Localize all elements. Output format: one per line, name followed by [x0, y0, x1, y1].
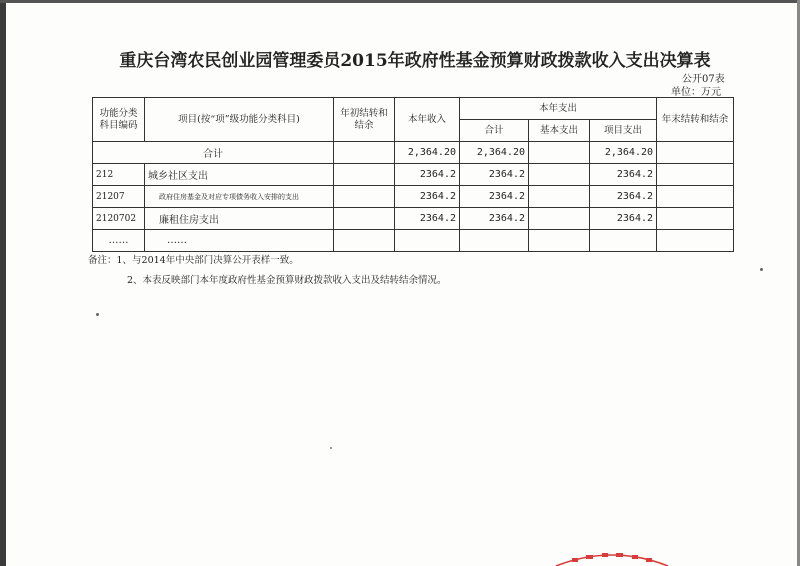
table-row	[93, 208, 734, 230]
row-exp-total: 2364.2	[460, 164, 529, 186]
table-row	[93, 186, 734, 208]
row-code: 2120702	[93, 208, 145, 230]
fund-table	[92, 97, 734, 252]
row-opening	[334, 186, 395, 208]
table-row	[93, 164, 734, 186]
row-exp-total: 2364.2	[460, 186, 529, 208]
official-seal	[552, 548, 672, 566]
row-name: 廉租住房支出	[145, 208, 334, 230]
header-exp-total: 合计	[460, 120, 529, 142]
row-closing	[657, 230, 734, 252]
total-label: 合计	[93, 142, 334, 164]
table-row	[93, 230, 734, 252]
row-code: 21207	[93, 186, 145, 208]
document-title: 重庆台湾农民创业园管理委员2015年政府性基金预算财政拨款收入支出决算表	[119, 51, 711, 71]
scan-speck	[760, 268, 763, 271]
scan-speck	[96, 313, 99, 316]
row-opening	[334, 230, 395, 252]
scan-edge-left	[0, 0, 6, 566]
total-income: 2,364.20	[395, 142, 460, 164]
row-income: 2364.2	[395, 164, 460, 186]
row-exp-basic	[529, 230, 590, 252]
row-exp-project	[590, 230, 657, 252]
total-exp-total: 2,364.20	[460, 142, 529, 164]
total-row	[93, 142, 734, 164]
row-exp-basic	[529, 164, 590, 186]
total-opening	[334, 142, 395, 164]
row-closing	[657, 186, 734, 208]
header-income: 本年收入	[395, 98, 460, 142]
header-closing-balance: 年末结转和结余	[657, 98, 734, 142]
row-name: 城乡社区支出	[145, 164, 334, 186]
header-expenditure: 本年支出	[460, 98, 657, 120]
scan-edge-top	[0, 0, 800, 3]
scan-speck	[330, 447, 332, 449]
note-1: 备注：1、与2014年中央部门决算公开表样一致。	[88, 255, 299, 266]
header-code: 功能分类科目编码	[93, 98, 145, 142]
row-exp-project: 2364.2	[590, 164, 657, 186]
row-exp-project: 2364.2	[590, 208, 657, 230]
header-item: 项目(按“项”级功能分类科目)	[145, 98, 334, 142]
row-opening	[334, 208, 395, 230]
row-opening	[334, 164, 395, 186]
row-code: ……	[93, 230, 145, 252]
note-2: 2、本表反映部门本年度政府性基金预算财政拨款收入支出及结转结余情况。	[127, 275, 447, 286]
row-exp-total	[460, 230, 529, 252]
total-closing	[657, 142, 734, 164]
row-income: 2364.2	[395, 208, 460, 230]
row-exp-basic	[529, 208, 590, 230]
total-exp-project: 2,364.20	[590, 142, 657, 164]
row-name: 政府住房基金及对应专项债务收入安排的支出	[145, 186, 334, 208]
row-exp-project: 2364.2	[590, 186, 657, 208]
header-exp-basic: 基本支出	[529, 120, 590, 142]
row-closing	[657, 208, 734, 230]
row-closing	[657, 164, 734, 186]
row-name: ……	[145, 230, 334, 252]
row-code: 212	[93, 164, 145, 186]
row-exp-basic	[529, 186, 590, 208]
header-opening-balance: 年初结转和结余	[334, 98, 395, 142]
form-number: 公开07表	[682, 74, 725, 85]
row-income	[395, 230, 460, 252]
total-exp-basic	[529, 142, 590, 164]
unit-label: 单位：万元	[671, 87, 721, 98]
header-exp-project: 项目支出	[590, 120, 657, 142]
row-income: 2364.2	[395, 186, 460, 208]
row-exp-total: 2364.2	[460, 208, 529, 230]
header-row-1	[93, 98, 734, 120]
